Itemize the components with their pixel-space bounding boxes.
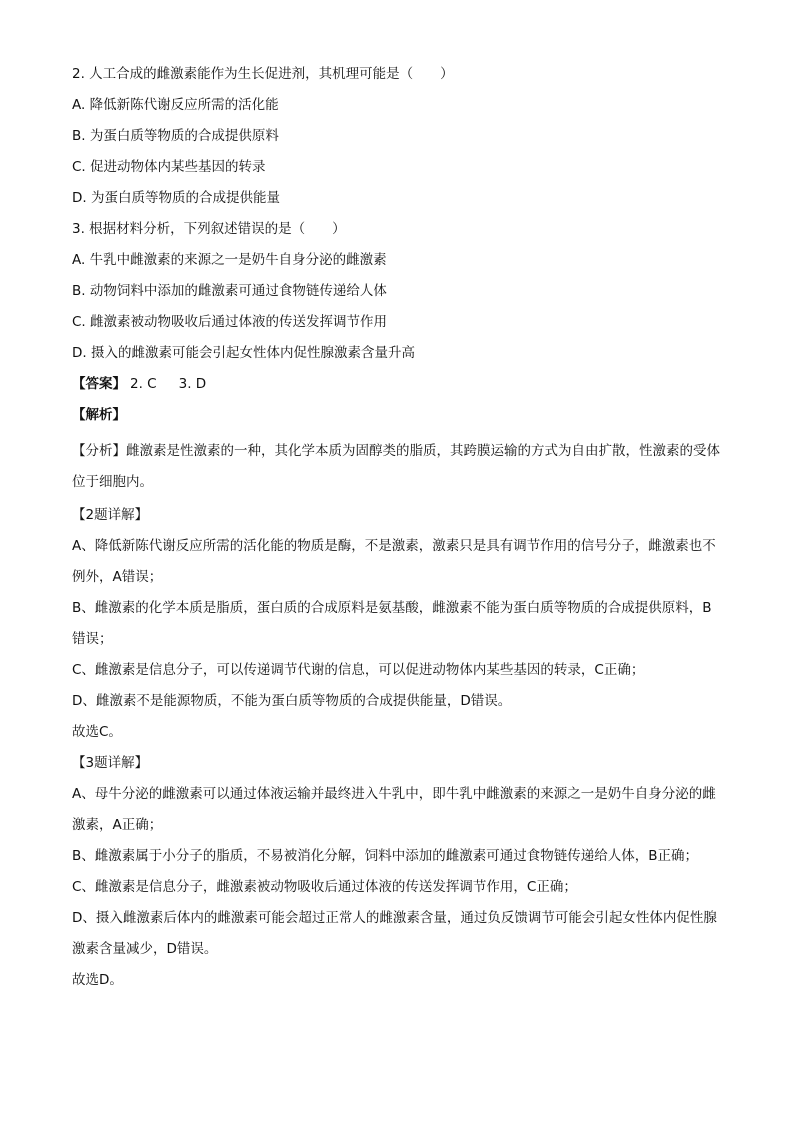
question-2-option-b: B. 为蛋白质等物质的合成提供原料 [72,128,279,144]
analysis-tag: 【解析】 [72,407,126,423]
question-2-option-c: C. 促进动物体内某些基因的转录 [72,159,266,175]
detail-3-line-b: B、雌激素属于小分子的脂质，不易被消化分解，饲料中添加的雌激素可通过食物链传递给人体，B正确； [72,848,699,864]
detail-2-line-a: A、降低新陈代谢反应所需的活化能的物质是酶，不是激素，激素只是具有调节作用的信号分子，雌激素也不例外，A错误； [72,538,716,585]
detail-3-line-c: C、雌激素是信息分子，雌激素被动物吸收后通过体液的传送发挥调节作用，C正确； [72,879,577,895]
question-3-option-a: A. 牛乳中雌激素的来源之一是奶牛自身分泌的雌激素 [72,252,387,268]
answer-q2: 2. C [130,376,157,392]
detail-2-title: 【2题详解】 [72,507,149,523]
document-page [72,64,722,996]
question-3-stem: 3. 根据材料分析，下列叙述错误的是（ ） [72,221,346,237]
detail-3-title: 【3题详解】 [72,755,149,771]
answer-q3: 3. D [178,376,207,392]
question-2-stem: 2. 人工合成的雌激素能作为生长促进剂，其机理可能是（ ） [72,66,454,82]
question-2-option-a: A. 降低新陈代谢反应所需的活化能 [72,97,279,113]
detail-2-line-c: C、雌激素是信息分子，可以传递调节代谢的信息，可以促进动物体内某些基因的转录，C正确； [72,662,645,678]
question-2-option-d: D. 为蛋白质等物质的合成提供能量 [72,190,280,206]
detail-3-line-a: A、母牛分泌的雌激素可以通过体液运输并最终进入牛乳中，即牛乳中雌激素的来源之一是奶牛自身分泌的雌激素，A正确； [72,786,716,833]
question-3-option-b: B. 动物饲料中添加的雌激素可通过食物链传递给人体 [72,283,387,299]
detail-2-line-d: D、雌激素不是能源物质，不能为蛋白质等物质的合成提供能量，D错误。 [72,693,512,709]
question-3-option-d: D. 摄入的雌激素可能会引起女性体内促性腺激素含量升高 [72,345,415,361]
detail-2-line-b: B、雌激素的化学本质是脂质，蛋白质的合成原料是氨基酸，雌激素不能为蛋白质等物质的合成提供原料，B错误； [72,600,712,647]
answer-tag: 【答案】 [72,376,126,392]
detail-3-line-d: D、摄入雌激素后体内的雌激素可能会超过正常人的雌激素含量，通过负反馈调节可能会引起女性体内促性腺激素含量减少，D错误。 [72,910,717,957]
question-3-option-c: C. 雌激素被动物吸收后通过体液的传送发挥调节作用 [72,314,388,330]
answer-line [72,374,722,394]
detail-3-conclusion: 故选D。 [72,972,123,988]
detail-2-conclusion: 故选C。 [72,724,122,740]
analysis-fenxi: 【分析】雌激素是性激素的一种，其化学本质为固醇类的脂质，其跨膜运输的方式为自由扩散，性激素的受体位于细胞内。 [72,443,720,490]
